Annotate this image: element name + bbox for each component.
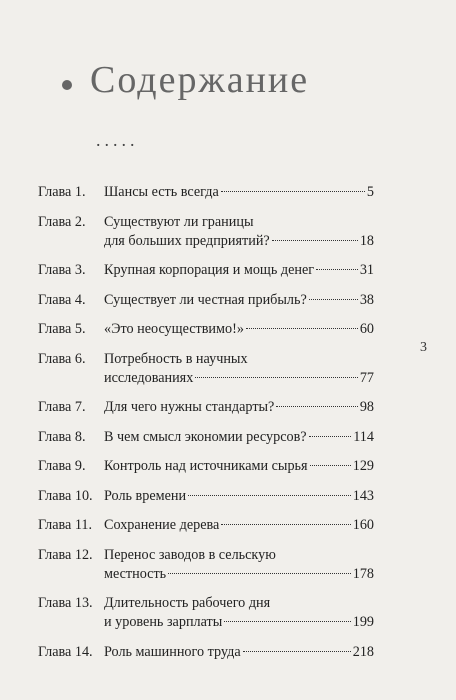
toc-page-number: 114	[353, 428, 374, 445]
toc-entry	[38, 594, 374, 632]
toc-title-line: Существуют ли границы	[104, 213, 254, 230]
toc-last-line	[104, 565, 374, 584]
title-bullet	[62, 80, 72, 90]
toc-page-number: 160	[352, 517, 374, 533]
toc-entry-body	[104, 487, 374, 506]
toc-last-line	[104, 232, 374, 251]
toc-chapter-label: Глава 3.	[38, 262, 86, 278]
toc-entry	[38, 457, 374, 476]
toc-title-line: Перенос заводов в сельскую	[104, 546, 276, 563]
dot-leader	[310, 465, 351, 466]
toc-title-line: «Это неосуществимо!»	[104, 321, 244, 337]
toc-chapter-label: Глава 4.	[38, 291, 86, 308]
toc-entry-body	[104, 516, 374, 535]
toc-last-line	[104, 320, 374, 339]
toc-chapter-label: Глава 1.	[38, 184, 86, 200]
toc-entry	[38, 183, 374, 202]
dot-leader	[168, 573, 351, 574]
toc-last-line	[104, 487, 374, 506]
toc-last-line	[104, 516, 374, 535]
toc-title-line: Контроль над источниками сырья	[104, 458, 308, 474]
toc-last-line	[104, 643, 374, 662]
toc-entry	[38, 213, 374, 251]
dot-leader	[195, 377, 358, 378]
toc-page-number: 199	[352, 614, 374, 630]
toc-entry-body	[104, 350, 374, 388]
toc-chapter-label: Глава 14.	[38, 643, 93, 660]
toc-entry-body	[104, 291, 374, 310]
page-title: Содержание	[90, 59, 310, 101]
toc-page-number: 98	[359, 399, 374, 415]
toc-entry	[38, 398, 374, 417]
toc-page-number: 5	[366, 184, 374, 200]
toc-chapter-label: Глава 2.	[38, 213, 86, 230]
toc-title-line: Длительность рабочего дня	[104, 595, 271, 611]
toc-title-line: Шансы есть всегда	[104, 184, 219, 200]
title-ornament: .....	[96, 130, 139, 150]
dot-leader	[221, 191, 365, 192]
dot-leader	[276, 406, 357, 407]
toc-chapter-label: Глава 6.	[38, 350, 86, 367]
toc-entry	[38, 350, 374, 388]
toc-entry-body	[104, 398, 374, 417]
toc-last-line	[104, 369, 374, 388]
toc-chapter-label: Глава 11.	[38, 517, 93, 533]
toc-page-number: 38	[359, 291, 374, 308]
toc-last-line	[104, 428, 374, 447]
toc-entry	[38, 546, 374, 584]
toc-entry-body	[104, 546, 374, 584]
toc-entry-body	[104, 213, 374, 251]
toc-entry	[38, 261, 374, 280]
toc-title-line: Крупная корпорация и мощь денег	[104, 262, 315, 278]
toc-title-line: Потребность в научных	[104, 350, 248, 367]
dot-leader	[243, 651, 351, 652]
toc-chapter-label: Глава 9.	[38, 458, 86, 474]
toc-title-line: Сохранение дерева	[104, 517, 220, 533]
toc-title-line: для больших предприятий?	[104, 232, 270, 249]
toc-last-line	[104, 457, 374, 476]
dot-leader	[221, 524, 350, 525]
toc-title-line: Существует ли честная прибыль?	[104, 291, 307, 308]
toc-last-line	[104, 613, 374, 632]
toc-entry	[38, 428, 374, 447]
dot-leader	[272, 240, 358, 241]
toc-page-number: 31	[359, 262, 374, 278]
toc-last-line	[104, 291, 374, 310]
toc-chapter-label: Глава 13.	[38, 595, 93, 611]
toc-title-line: и уровень зарплаты	[104, 614, 223, 630]
toc-chapter-label: Глава 12.	[38, 546, 93, 563]
dot-leader	[246, 328, 358, 329]
toc-last-line	[104, 261, 374, 280]
toc-entry-body	[104, 320, 374, 339]
toc-title-line: Роль времени	[104, 487, 187, 504]
toc-entry	[38, 487, 374, 506]
toc-title-line: В чем смысл экономии ресурсов?	[104, 428, 307, 445]
dot-leader	[309, 299, 358, 300]
toc-page-number: 218	[352, 643, 374, 660]
dot-leader	[309, 436, 352, 437]
toc-entry-body	[104, 183, 374, 202]
toc-entry-body	[104, 643, 374, 662]
toc-last-line	[104, 398, 374, 417]
toc-entry-body	[104, 457, 374, 476]
toc-chapter-label: Глава 5.	[38, 321, 86, 337]
dot-leader	[188, 495, 351, 496]
toc-entry	[38, 516, 374, 535]
toc-entry-body	[104, 594, 374, 632]
toc-page-number: 18	[359, 232, 374, 249]
toc-chapter-label: Глава 10.	[38, 487, 93, 504]
toc-page-number: 129	[352, 458, 374, 474]
page-number: 3	[420, 340, 427, 355]
toc-chapter-label: Глава 7.	[38, 399, 86, 415]
toc-title-line: Роль машинного труда	[104, 643, 241, 660]
toc-last-line	[104, 183, 374, 202]
toc-chapter-label: Глава 8.	[38, 428, 86, 445]
toc-title-line: Для чего нужны стандарты?	[104, 399, 275, 415]
toc-entry-body	[104, 261, 374, 280]
table-of-contents	[38, 183, 374, 672]
toc-page-number: 77	[359, 369, 374, 386]
toc-entry	[38, 291, 374, 310]
dot-leader	[224, 621, 350, 622]
toc-title-line: местность	[104, 565, 167, 582]
dot-leader	[316, 269, 358, 270]
toc-page-number: 178	[352, 565, 374, 582]
toc-entry	[38, 643, 374, 662]
toc-entry-body	[104, 428, 374, 447]
toc-title-line: исследованиях	[104, 369, 194, 386]
toc-entry	[38, 320, 374, 339]
toc-page-number: 60	[359, 321, 374, 337]
toc-page-number: 143	[352, 487, 374, 504]
